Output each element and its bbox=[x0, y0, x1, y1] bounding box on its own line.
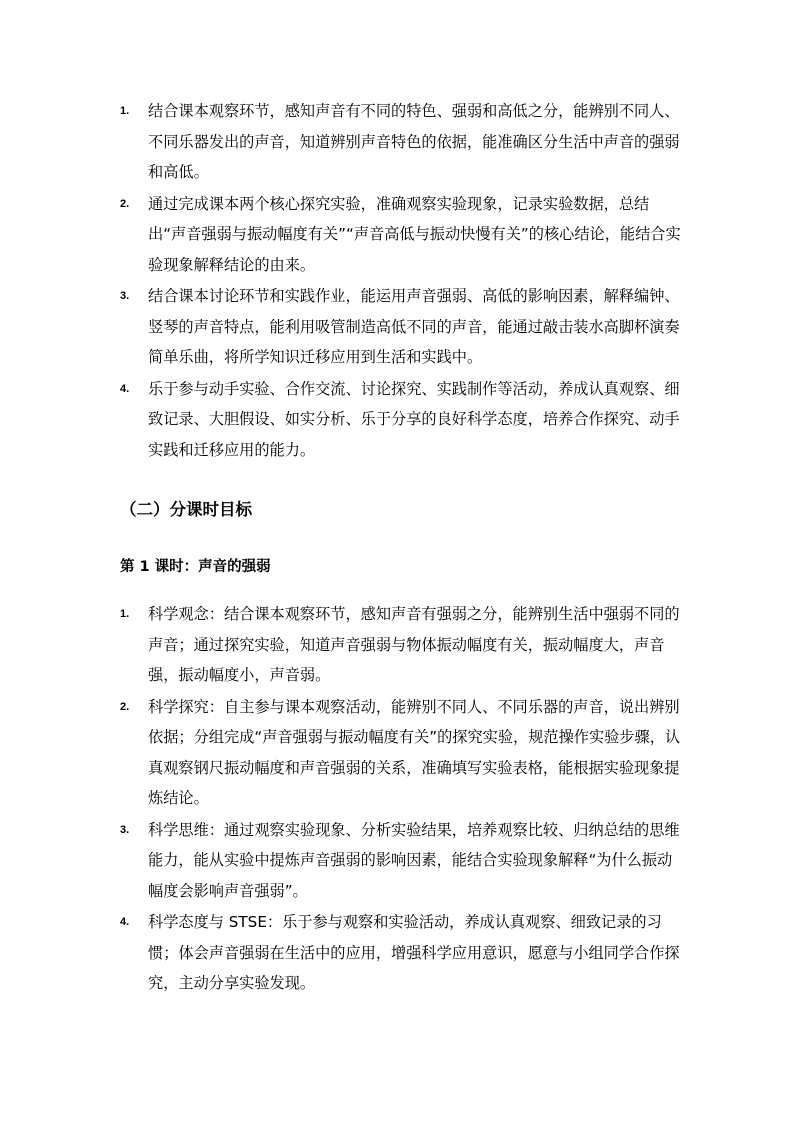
list-number: 1. bbox=[120, 105, 130, 117]
list-number: 1. bbox=[120, 608, 130, 620]
list-item-text: 乐于参与动手实验、合作交流、讨论探究、实践制作等活动，养成认真观察、细致记录、大胆假设、如实分析、乐于分享的良好科学态度，培养合作探究、动手实践和迁移应用的能力。 bbox=[148, 379, 680, 459]
list-item bbox=[0, 189, 794, 281]
list-item-text: 科学态度与 STSE：乐于参与观察和实验活动，养成认真观察、细致记录的习惯；体会声音强弱在生活中的应用，增强科学应用意识，愿意与小组同学合作探究，主动分享实验发现。 bbox=[148, 913, 680, 992]
list-number: 2. bbox=[120, 197, 130, 210]
list-item bbox=[0, 96, 794, 188]
list-item bbox=[0, 374, 794, 466]
list-number: 3. bbox=[120, 290, 130, 302]
list-item bbox=[0, 692, 794, 814]
list-item-text: 科学思维：通过观察实验现象、分析实验结果，培养观察比较、归纳总结的思维能力，能从实验中提炼声音强弱的影响因素，能结合实验现象解释“为什么振动幅度会影响声音强弱”。 bbox=[148, 820, 680, 900]
overall-goals-list bbox=[0, 96, 794, 466]
list-item bbox=[0, 599, 794, 691]
list-number: 3. bbox=[120, 823, 130, 836]
list-item bbox=[0, 281, 794, 373]
section-heading: （二）分课时目标 bbox=[120, 500, 252, 519]
list-item-text: 科学观念：结合课本观察环节，感知声音有强弱之分，能辨别生活中强弱不同的声音；通过探究实验，知道声音强弱与物体振动幅度有关，振动幅度大，声音强，振动幅度小，声音弱。 bbox=[148, 605, 680, 684]
list-item bbox=[0, 815, 794, 907]
list-item-text: 结合课本讨论环节和实践作业，能运用声音强弱、高低的影响因素，解释编钟、竖琴的声音特点，能利用吸管制造高低不同的声音，能通过敲击装水高脚杯演奏简单乐曲，将所学知识迁移应用到生活和实践中。 bbox=[148, 287, 680, 366]
list-number: 4. bbox=[120, 382, 130, 395]
list-item-text: 科学探究：自主参与课本观察活动，能辨别不同人、不同乐器的声音，说出辨别依据；分组完成“声音强弱与振动幅度有关”的探究实验，规范操作实验步骤，认真观察钢尺振动幅度和声音强弱的关系，准确填写实验表格，能根据实验现象提炼结论。 bbox=[148, 697, 681, 807]
list-number: 4. bbox=[120, 916, 130, 928]
list-number: 2. bbox=[120, 700, 130, 713]
list-item-text: 结合课本观察环节，感知声音有不同的特色、强弱和高低之分，能辨别不同人、不同乐器发出的声音，知道辨别声音特色的依据，能准确区分生活中声音的强弱和高低。 bbox=[148, 102, 680, 181]
list-item bbox=[0, 907, 794, 999]
lesson-goals-list bbox=[0, 599, 794, 1000]
list-item-text: 通过完成课本两个核心探究实验，准确观察实验现象，记录实验数据，总结出“声音强弱与振动幅度有关”“声音高低与振动快慢有关”的核心结论，能结合实验现象解释结论的由来。 bbox=[148, 194, 681, 274]
lesson-heading: 第 1 课时：声音的强弱 bbox=[120, 559, 271, 575]
